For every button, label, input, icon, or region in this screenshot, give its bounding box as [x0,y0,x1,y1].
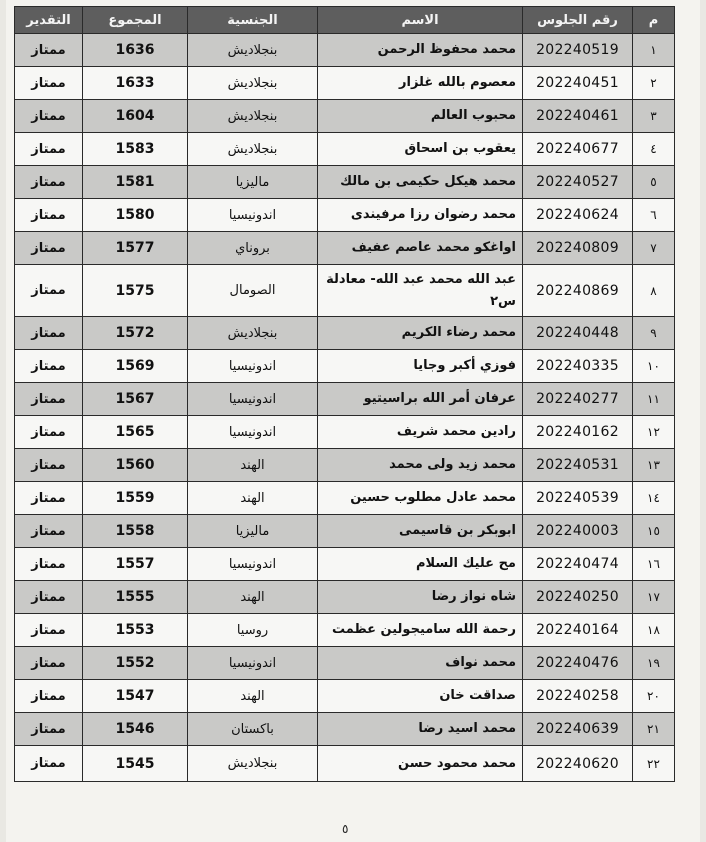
table-row [15,713,675,746]
student-name-cell: يعقوب بن اسحاق [318,133,523,166]
total-score-cell: 1565 [83,416,188,449]
grade-cell: ممتاز [15,746,83,782]
nationality-cell: بنجلاديش [188,746,318,782]
student-name-cell: محمد محمود حسن [318,746,523,782]
nationality-cell: باكستان [188,713,318,746]
table-header-row [15,7,675,34]
total-score-cell: 1552 [83,647,188,680]
nationality-cell: اندونيسيا [188,199,318,232]
row-index-cell: ٩ [633,317,675,350]
table-row [15,67,675,100]
row-index-cell: ٢ [633,67,675,100]
student-name-cell: محمد رضوان رزا مرفيندى [318,199,523,232]
student-name-cell: صداقت خان [318,680,523,713]
table-row [15,482,675,515]
grade-cell: ممتاز [15,265,83,317]
table-row [15,232,675,265]
nationality-cell: الهند [188,449,318,482]
total-score-cell: 1553 [83,614,188,647]
total-score-cell: 1636 [83,34,188,67]
table-row [15,680,675,713]
seat-number-cell: 202240003 [523,515,633,548]
row-index-cell: ١٥ [633,515,675,548]
grade-cell: ممتاز [15,416,83,449]
total-score-cell: 1581 [83,166,188,199]
student-name-cell: محمد نواف [318,647,523,680]
nationality-cell: اندونيسيا [188,647,318,680]
table-body [15,34,675,782]
seat-number-cell: 202240162 [523,416,633,449]
total-score-cell: 1575 [83,265,188,317]
seat-number-cell: 202240461 [523,100,633,133]
seat-number-cell: 202240527 [523,166,633,199]
total-score-cell: 1567 [83,383,188,416]
student-name-cell: رحمة الله ساميجولين عظمت [318,614,523,647]
student-name-cell: عرفان أمر الله براسيتيو [318,383,523,416]
row-index-cell: ٢٢ [633,746,675,782]
grade-cell: ممتاز [15,350,83,383]
nationality-cell: بنجلاديش [188,133,318,166]
total-score-cell: 1546 [83,713,188,746]
nationality-cell: بنجلاديش [188,317,318,350]
seat-number-cell: 202240448 [523,317,633,350]
total-score-cell: 1547 [83,680,188,713]
total-score-cell: 1560 [83,449,188,482]
student-name-cell: فوزي أكبر وجايا [318,350,523,383]
header-nationality: الجنسية [188,7,318,34]
header-index: م [633,7,675,34]
seat-number-cell: 202240164 [523,614,633,647]
table-row [15,199,675,232]
row-index-cell: ٨ [633,265,675,317]
nationality-cell: بروناي [188,232,318,265]
row-index-cell: ٣ [633,100,675,133]
header-name: الاسم [318,7,523,34]
row-index-cell: ٢١ [633,713,675,746]
grade-cell: ممتاز [15,581,83,614]
table-row [15,34,675,67]
seat-number-cell: 202240335 [523,350,633,383]
grade-cell: ممتاز [15,67,83,100]
nationality-cell: اندونيسيا [188,548,318,581]
student-name-cell: اواغكو محمد عاصم عفيف [318,232,523,265]
row-index-cell: ٤ [633,133,675,166]
table-row [15,383,675,416]
table-row [15,317,675,350]
total-score-cell: 1583 [83,133,188,166]
seat-number-cell: 202240258 [523,680,633,713]
row-index-cell: ١٠ [633,350,675,383]
total-score-cell: 1569 [83,350,188,383]
table-row [15,614,675,647]
nationality-cell: بنجلاديش [188,100,318,133]
student-name-cell: محمد اسيد رضا [318,713,523,746]
nationality-cell: اندونيسيا [188,416,318,449]
seat-number-cell: 202240474 [523,548,633,581]
grade-cell: ممتاز [15,515,83,548]
header-seat-number: رقم الجلوس [523,7,633,34]
table-row [15,133,675,166]
total-score-cell: 1559 [83,482,188,515]
row-index-cell: ١١ [633,383,675,416]
total-score-cell: 1633 [83,67,188,100]
row-index-cell: ١٩ [633,647,675,680]
student-name-cell: رادين محمد شريف [318,416,523,449]
total-score-cell: 1577 [83,232,188,265]
results-table [14,6,675,782]
row-index-cell: ١٢ [633,416,675,449]
grade-cell: ممتاز [15,680,83,713]
student-name-cell: شاه نواز رضا [318,581,523,614]
student-name-cell: محمد زيد ولى محمد [318,449,523,482]
header-total: المجموع [83,7,188,34]
student-name-cell: ابوبكر بن قاسيمى [318,515,523,548]
seat-number-cell: 202240519 [523,34,633,67]
nationality-cell: الهند [188,482,318,515]
total-score-cell: 1580 [83,199,188,232]
seat-number-cell: 202240624 [523,199,633,232]
total-score-cell: 1555 [83,581,188,614]
nationality-cell: اندونيسيا [188,350,318,383]
row-index-cell: ١٦ [633,548,675,581]
page-number: ٥ [342,822,349,836]
grade-cell: ممتاز [15,166,83,199]
nationality-cell: الهند [188,680,318,713]
grade-cell: ممتاز [15,317,83,350]
row-index-cell: ١٨ [633,614,675,647]
student-name-cell: محمد محفوظ الرحمن [318,34,523,67]
seat-number-cell: 202240869 [523,265,633,317]
seat-number-cell: 202240639 [523,713,633,746]
student-name-cell: محمد رضاء الكريم [318,317,523,350]
table-row [15,515,675,548]
grade-cell: ممتاز [15,199,83,232]
student-name-cell: محمد عادل مطلوب حسين [318,482,523,515]
seat-number-cell: 202240809 [523,232,633,265]
row-index-cell: ١٣ [633,449,675,482]
grade-cell: ممتاز [15,647,83,680]
student-name-cell: مح عليك السلام [318,548,523,581]
seat-number-cell: 202240531 [523,449,633,482]
grade-cell: ممتاز [15,713,83,746]
nationality-cell: الصومال [188,265,318,317]
table-row [15,166,675,199]
nationality-cell: روسيا [188,614,318,647]
grade-cell: ممتاز [15,449,83,482]
grade-cell: ممتاز [15,232,83,265]
nationality-cell: الهند [188,581,318,614]
student-name-cell: محمد هيكل حكيمى بن مالك [318,166,523,199]
seat-number-cell: 202240620 [523,746,633,782]
nationality-cell: ماليزيا [188,515,318,548]
nationality-cell: اندونيسيا [188,383,318,416]
total-score-cell: 1604 [83,100,188,133]
grade-cell: ممتاز [15,482,83,515]
row-index-cell: ٦ [633,199,675,232]
grade-cell: ممتاز [15,383,83,416]
nationality-cell: بنجلاديش [188,67,318,100]
nationality-cell: بنجلاديش [188,34,318,67]
table-row [15,548,675,581]
table-row [15,581,675,614]
seat-number-cell: 202240277 [523,383,633,416]
grade-cell: ممتاز [15,548,83,581]
row-index-cell: ١ [633,34,675,67]
grade-cell: ممتاز [15,133,83,166]
table-row [15,746,675,782]
total-score-cell: 1545 [83,746,188,782]
table-row [15,100,675,133]
grade-cell: ممتاز [15,614,83,647]
row-index-cell: ١٧ [633,581,675,614]
total-score-cell: 1558 [83,515,188,548]
table-row [15,265,675,317]
seat-number-cell: 202240476 [523,647,633,680]
row-index-cell: ٢٠ [633,680,675,713]
seat-number-cell: 202240539 [523,482,633,515]
row-index-cell: ١٤ [633,482,675,515]
table-row [15,449,675,482]
table-row [15,647,675,680]
seat-number-cell: 202240677 [523,133,633,166]
grade-cell: ممتاز [15,34,83,67]
row-index-cell: ٥ [633,166,675,199]
total-score-cell: 1572 [83,317,188,350]
seat-number-cell: 202240451 [523,67,633,100]
nationality-cell: ماليزيا [188,166,318,199]
document-page [6,0,700,842]
student-name-cell: معصوم بالله غلزار [318,67,523,100]
seat-number-cell: 202240250 [523,581,633,614]
header-grade: التقدير [15,7,83,34]
grade-cell: ممتاز [15,100,83,133]
student-name-cell: محبوب العالم [318,100,523,133]
row-index-cell: ٧ [633,232,675,265]
table-row [15,350,675,383]
total-score-cell: 1557 [83,548,188,581]
table-row [15,416,675,449]
student-name-cell: عبد الله محمد عبد الله- معادلة س٢ [318,265,523,317]
